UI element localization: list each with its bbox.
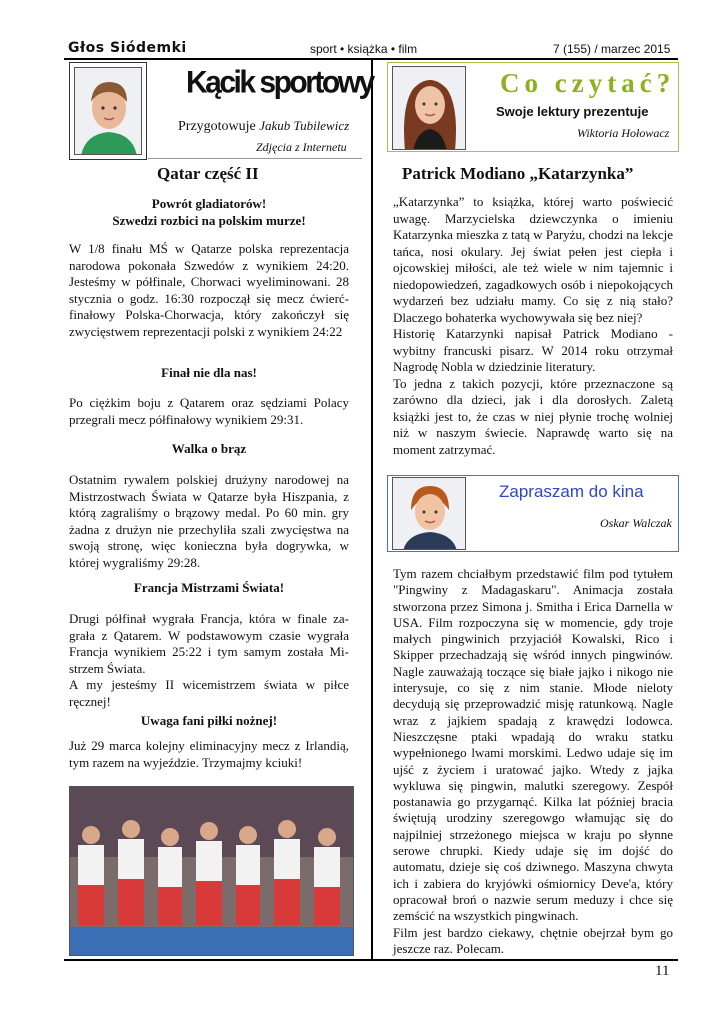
- newspaper-title: Głos Siódemki: [68, 40, 187, 56]
- subheading-line: Powrót gladiatorów!: [151, 196, 267, 211]
- subheading-final: Finał nie dla nas!: [161, 365, 257, 380]
- reading-author: Wiktoria Hołowacz: [577, 126, 670, 140]
- page-number: 11: [655, 963, 670, 979]
- book-review-text: „Katarzynka” to książka, której warto poświecić uwagę. Marzycielska dziewczynka o imieniu Katarzynka mieszka z tatą w Paryżu, chodzi na lekcje tańca, nosi okulary. Jej świat pełen jest ciepła i ojcowskiej miłości, ale też wiele w nim tajemnic i niedopowiedzeń, zagadkowych osób i niepokojących wydarzeń bez udziału mamy. Co się z nią stało? Dlaczego bohaterka wychowywała się bez niej? Historię Katarzynki napisał Patrick Modiano - wybitny francuski pisarz. W 2014 roku otrzymał Nagrodę Nobla w dziedzinie literatury. To jedna z takich pozycji, które przeznaczone są zarówno dla dzieci, jak i dla dorosłych. Zaletą książki jest to, że czas w niej płynie trochę wolniej niż w naszym świecie. Naprawdę warto się na moment zatrzymać.: [393, 194, 673, 457]
- film-review-text: Tym razem chciałbym przedstawić film pod tytułem "Pingwiny z Madagaskaru". Animacja została stworzona przez Simona j. Smitha i Erica Darnella w USA. Film rozpoczyna się w momencie, gdy troje małych pingwinich przyjaciół Kowalski, Rico i Skipper przechadzają się wśród innych pingwinów. Nagle zauważają toczące się białe jajko i nikogo nie interysuje, co się z nim stanie. Młode nieloty decydują się przeprowadzić misję ratunkową. Nagle wraz z jajkiem spadają z krawędzi lodowca. Nieszczęsne ptaki wpadają do wraku statku wypełnionego lwami morskimi. Ledwo udaje się im ujść z życiem i uratować jajko. Wtedy z jajka wykluwa się pingwin, malutki szeregowy. Zespół postanawia go przygarnąć. Kilka lat później bracia świętują urodziny szeregowgo włamując się do najpilniej strzeżonego miejsca w kraju po słynne serowe chrupki. Kiedy udaje się im dojść do automatu, dzieje się coś dziwnego. Maszyna chwyta ich i zabiera do kryjówki ośmiornicy Deve'a, który opracował broń o nazwie serum meduzy i chce się zemścić na wszystkich pingwinach. Film jest bardzo ciekawy, chętnie obejrzał bym go jeszcze raz. Polecam.: [393, 566, 673, 956]
- cinema-author: Oskar Walczak: [600, 516, 672, 530]
- issue-label: 7 (155) / marzec 2015: [553, 42, 671, 56]
- paragraph-bronze: Ostatnim rywalem polskiej drużyny narodowej na Mistrzostwach Świata w Qatarze była Hiszpania, z którą zagraliśmy o brązowy medal. Po 60 min. gry żadna z drużyn nie przechyliła szali zwycięstwa na swoją stronę, więc konieczna była dogrywka, w której wygraliśmy 29:28.: [69, 472, 349, 570]
- reviewer-photo: [392, 66, 466, 150]
- footer-rule: [64, 959, 678, 961]
- sport-corner-heading: Kącik sportowy: [186, 65, 373, 100]
- cinema-heading: Zapraszam do kina: [499, 482, 644, 501]
- prepared-label: Przygotowuje: [178, 119, 256, 134]
- paragraph-france: Drugi półfinał wygrała Francja, która w finale za-grała z Qatarem. W podstawowym czasie wygrała Francja wynikiem 25:22 i tym samym została Mi-strzem Świata. A my jesteśmy II wicemistrzem świata w piłce ręcznej!: [69, 611, 349, 709]
- paragraph-quarterfinal: W 1/8 finału MŚ w Qatarze polska reprezentacja narodowa pokonała Szwedów z wynikiem 24:20. Jesteśmy w półfinale, Chorwaci wyeliminowani. 28 stycznia o godz. 16:30 rozpoczął się mecz ćwierć-finałowy Polska-Chorwacja, który zakończył się zwycięstwem reprezentacji polski z wynikiem 24:22: [69, 241, 349, 339]
- subheading-france: Francja Mistrzami Świata!: [133, 580, 285, 595]
- author-photo-frame: [69, 62, 147, 160]
- subheading-gladiators: [69, 196, 349, 229]
- column-divider: [371, 60, 373, 960]
- reading-subheading: Swoje lektury prezentuje: [496, 104, 649, 119]
- photos-credit: Zdjęcia z Internetu: [256, 140, 347, 154]
- subheading-line: Szwedzi rozbici na polskim murze!: [112, 212, 306, 228]
- paragraph-semifinal: Po ciężkim boju z Qatarem oraz sędziami Polacy przegrali mecz półfinałowy wynikiem 29:31.: [69, 395, 349, 427]
- left-separator: [148, 158, 362, 159]
- author-name: Jakub Tubilewicz: [259, 118, 350, 133]
- book-review-title: Patrick Modiano „Katarzynka”: [402, 164, 634, 183]
- author-photo: [74, 67, 142, 155]
- article-title: Qatar część II: [157, 164, 259, 183]
- section-label: sport • książka • film: [310, 42, 418, 56]
- team-photo: [69, 786, 354, 956]
- subheading-football: Uwaga fani piłki nożnej!: [140, 713, 278, 728]
- paragraph-football: Już 29 marca kolejny eliminacyjny mecz z Irlandią, tym razem na wyjeździe. Trzymajmy kciuki!: [69, 738, 349, 770]
- prepared-by: [178, 118, 349, 135]
- cinema-author-photo: [392, 477, 466, 550]
- reading-heading: Co czytać?: [500, 68, 676, 98]
- subheading-bronze: Walka o brąz: [171, 441, 247, 456]
